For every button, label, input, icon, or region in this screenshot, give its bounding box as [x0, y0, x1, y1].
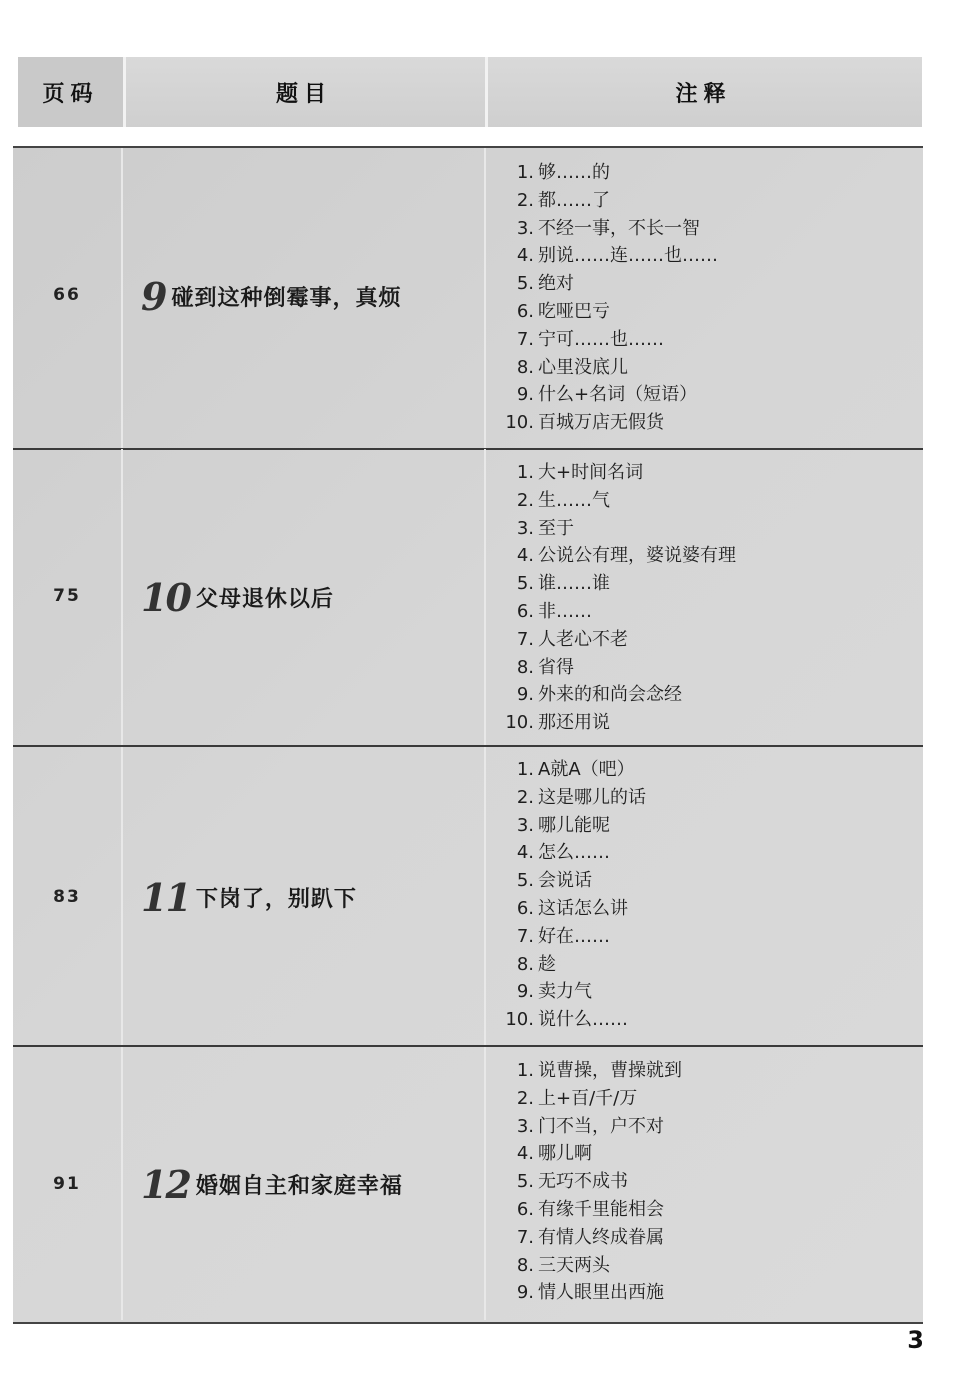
note-item [498, 626, 736, 654]
note-item [498, 187, 718, 215]
note-text: 外来的和尚会念经 [538, 684, 682, 706]
note-text: 门不当，户不对 [538, 1115, 664, 1137]
lesson-title-text: 父母退休以后 [195, 587, 334, 612]
note-number: 5. [516, 870, 534, 892]
note-text: 生……气 [538, 489, 610, 511]
note-number: 4. [516, 842, 534, 864]
note-text: 非…… [538, 600, 592, 622]
note-item [498, 1085, 682, 1113]
note-item [498, 1057, 682, 1085]
note-item [498, 159, 718, 187]
table-row [13, 1047, 923, 1320]
note-item [498, 1006, 646, 1034]
notes-list [498, 1057, 682, 1307]
note-number: 9. [516, 684, 534, 706]
note-item [498, 923, 646, 951]
lesson-number: 12 [141, 1162, 190, 1207]
note-number: 6. [516, 897, 534, 919]
note-item [498, 598, 736, 626]
note-text: 哪儿能呢 [538, 814, 610, 836]
lesson-title [141, 875, 357, 920]
note-number: 3. [516, 1115, 534, 1137]
note-item [498, 978, 646, 1006]
note-text: 趁 [538, 953, 556, 975]
note-item [498, 1196, 682, 1224]
note-text: 会说话 [538, 870, 592, 892]
header-title-label: 题目 [275, 81, 332, 107]
note-item [498, 756, 646, 784]
note-number: 6. [516, 1198, 534, 1220]
note-item [498, 215, 718, 243]
note-number: 8. [516, 356, 534, 378]
note-item [498, 951, 646, 979]
note-number: 7. [516, 1226, 534, 1248]
note-text: 吃哑巴亏 [538, 300, 610, 322]
note-text: 这是哪儿的话 [538, 786, 646, 808]
note-number: 7. [516, 328, 534, 350]
note-text: 至于 [538, 517, 574, 539]
note-item [498, 459, 736, 487]
lesson-title-text: 碰到这种倒霉事，真烦 [171, 286, 402, 311]
note-text: 哪儿啊 [538, 1143, 592, 1165]
note-item [498, 784, 646, 812]
note-text: 上+百/千/万 [538, 1087, 638, 1109]
table-row [13, 449, 923, 747]
column-divider [484, 747, 486, 1045]
note-number: 1. [516, 759, 534, 780]
page-number-footer: 3 [907, 1326, 924, 1354]
lesson-title [141, 1162, 403, 1207]
note-item [498, 409, 718, 437]
note-number: 6. [516, 600, 534, 622]
note-number: 3. [516, 517, 534, 539]
column-divider [484, 449, 486, 745]
note-number: 8. [516, 656, 534, 678]
note-text: 情人眼里出西施 [538, 1282, 664, 1304]
note-number: 3. [516, 217, 534, 239]
note-number: 10. [505, 712, 534, 734]
note-text: 谁……谁 [538, 573, 610, 595]
note-text: 有缘千里能相会 [538, 1198, 664, 1220]
note-text: 大+时间名词 [538, 462, 644, 483]
lesson-number: 10 [141, 575, 190, 620]
note-number: 4. [516, 545, 534, 567]
note-number: 1. [516, 462, 534, 483]
contents-table [13, 146, 923, 1324]
table-row [13, 148, 923, 450]
note-number: 7. [516, 628, 534, 650]
note-item [498, 487, 736, 515]
note-number: 5. [516, 273, 534, 295]
column-divider [484, 1047, 486, 1320]
note-text: 无巧不成书 [538, 1171, 628, 1193]
note-item [498, 1113, 682, 1141]
header-page-label: 页码 [18, 57, 123, 127]
page-number: 91 [53, 1174, 81, 1194]
lesson-title [141, 575, 334, 620]
note-text: 都……了 [538, 189, 610, 211]
lesson-number: 11 [141, 875, 190, 920]
notes-list [498, 459, 736, 737]
note-number: 1. [516, 162, 534, 183]
note-number: 2. [516, 189, 534, 211]
note-number: 6. [516, 300, 534, 322]
note-text: 心里没底儿 [538, 356, 628, 378]
note-text: 有情人终成眷属 [538, 1226, 664, 1248]
lesson-title-text: 下岗了，别趴下 [195, 887, 357, 912]
column-divider [484, 148, 486, 448]
note-number: 2. [516, 786, 534, 808]
note-number: 5. [516, 1171, 534, 1193]
note-text: A就A（吧） [538, 759, 635, 780]
note-item [498, 867, 646, 895]
note-item [498, 242, 718, 270]
note-text: 人老心不老 [538, 628, 628, 650]
note-text: 不经一事，不长一智 [538, 217, 700, 239]
note-item [498, 298, 718, 326]
note-number: 10. [505, 412, 534, 434]
note-item [498, 1252, 682, 1280]
note-item [498, 354, 718, 382]
note-text: 够……的 [538, 162, 610, 183]
note-number: 5. [516, 573, 534, 595]
note-text: 这话怎么讲 [538, 897, 628, 919]
lesson-title-text: 婚姻自主和家庭幸福 [195, 1174, 403, 1199]
note-text: 绝对 [538, 273, 574, 295]
note-text: 怎么…… [538, 842, 610, 864]
column-divider [121, 1047, 123, 1320]
note-number: 1. [516, 1060, 534, 1081]
note-number: 8. [516, 1254, 534, 1276]
note-number: 9. [516, 981, 534, 1003]
note-text: 三天两头 [538, 1254, 610, 1276]
note-item [498, 681, 736, 709]
lesson-title [141, 274, 401, 319]
note-text: 百城万店无假货 [538, 412, 664, 434]
note-item [498, 1140, 682, 1168]
note-number: 8. [516, 953, 534, 975]
note-number: 9. [516, 384, 534, 406]
note-text: 说什么…… [538, 1009, 628, 1031]
note-number: 9. [516, 1282, 534, 1304]
note-number: 7. [516, 925, 534, 947]
lesson-number: 9 [141, 274, 166, 319]
note-number: 4. [516, 1143, 534, 1165]
note-item [498, 1279, 682, 1307]
note-number: 10. [505, 1009, 534, 1031]
header-notes-label: 注释 [675, 81, 732, 107]
note-number: 3. [516, 814, 534, 836]
note-item [498, 542, 736, 570]
note-text: 那还用说 [538, 712, 610, 734]
note-text: 好在…… [538, 925, 610, 947]
note-item [498, 570, 736, 598]
note-text: 省得 [538, 656, 574, 678]
note-text: 别说……连……也…… [538, 245, 718, 267]
note-text: 宁可……也…… [538, 328, 664, 350]
note-item [498, 381, 718, 409]
note-item [498, 270, 718, 298]
page-number: 75 [53, 586, 81, 606]
column-divider [121, 148, 123, 448]
note-item [498, 1168, 682, 1196]
note-text: 什么+名词（短语） [538, 384, 698, 406]
column-divider [121, 449, 123, 745]
note-text: 公说公有理，婆说婆有理 [538, 545, 736, 567]
note-item [498, 709, 736, 737]
note-number: 2. [516, 489, 534, 511]
note-item [498, 515, 736, 543]
note-item [498, 1224, 682, 1252]
note-item [498, 654, 736, 682]
note-item [498, 812, 646, 840]
note-number: 4. [516, 245, 534, 267]
column-divider [121, 747, 123, 1045]
note-text: 说曹操，曹操就到 [538, 1060, 682, 1081]
notes-list [498, 159, 718, 437]
note-item [498, 326, 718, 354]
notes-list [498, 756, 646, 1034]
table-row [13, 747, 923, 1047]
note-item [498, 895, 646, 923]
note-number: 2. [516, 1087, 534, 1109]
note-text: 卖力气 [538, 981, 592, 1003]
page-number: 83 [53, 887, 81, 907]
note-item [498, 839, 646, 867]
page-number: 66 [53, 285, 81, 305]
